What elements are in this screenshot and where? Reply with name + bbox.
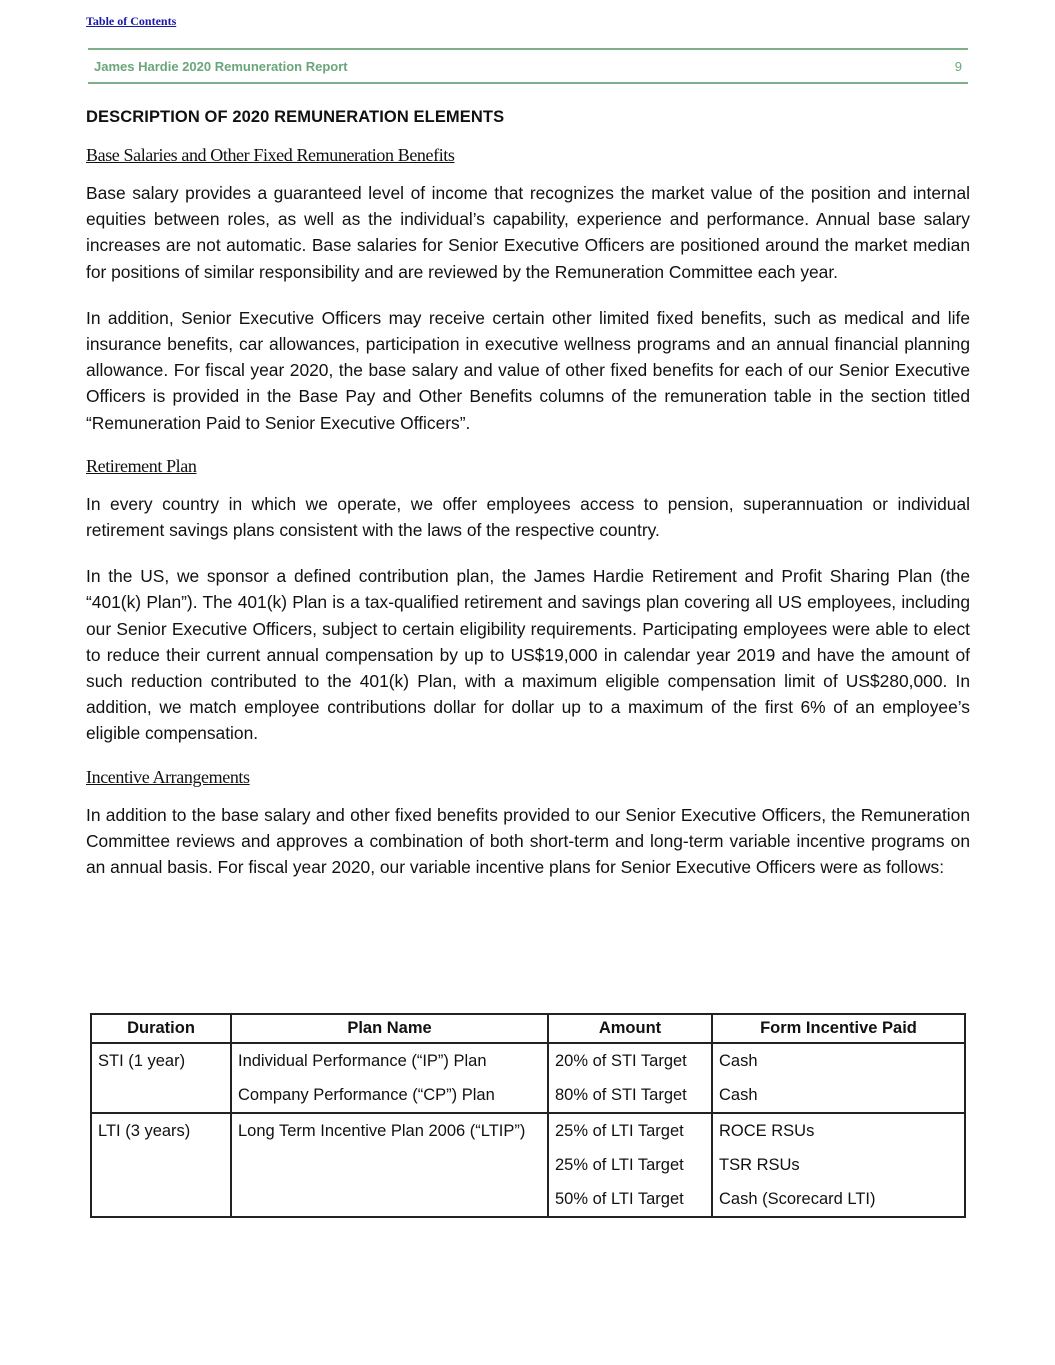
cell-form: TSR RSUs	[712, 1148, 965, 1182]
table-row	[91, 1113, 965, 1148]
cell-amount: 25% of LTI Target	[548, 1113, 712, 1148]
paragraph: In every country in which we operate, we offer employees access to pension, superannuation or individual retirement savings plans consistent with the laws of the respective country.	[86, 493, 970, 541]
cell-duration: LTI (3 years)	[91, 1113, 231, 1148]
paragraph: In addition, Senior Executive Officers may receive certain other limited fixed benefits, such as medical and life insurance benefits, car allowances, participation in executive wellness programs and an annual financial planning allowance. For fiscal year 2020, the base salary and value of other fixed benefits for each of our Senior Executive Officers is provided in the Base Pay and Other Benefits columns of the remuneration table in the section titled “Remuneration Paid to Senior Executive Officers”.	[86, 307, 970, 433]
table-of-contents-link[interactable]: Table of Contents	[86, 14, 177, 28]
subheading-base-salaries: Base Salaries and Other Fixed Remuneration Benefits	[86, 145, 455, 165]
cell-form: Cash (Scorecard LTI)	[712, 1182, 965, 1217]
cell-duration	[91, 1148, 231, 1182]
cell-form: Cash	[712, 1078, 965, 1113]
subheading-incentive-arrangements: Incentive Arrangements	[86, 766, 250, 787]
cell-duration	[91, 1182, 231, 1217]
running-header	[88, 48, 968, 84]
cell-plan-name: Company Performance (“CP”) Plan	[231, 1078, 548, 1113]
column-header-duration: Duration	[91, 1014, 231, 1043]
cell-plan-name	[231, 1148, 548, 1182]
table-row	[91, 1078, 965, 1113]
column-header-form-incentive-paid: Form Incentive Paid	[712, 1014, 965, 1043]
document-body	[86, 108, 970, 900]
incentive-plans-table	[90, 1013, 966, 1218]
table-row	[91, 1043, 965, 1078]
table-header-row	[91, 1014, 965, 1043]
paragraph: Base salary provides a guaranteed level of income that recognizes the market value of the position and internal equities between roles, as well as the individual’s capability, experience and performance. Annual base salary increases are not automatic. Base salaries for Senior Executive Officers are positioned around the market median for positions of similar responsibility and are reviewed by the Remuneration Committee each year.	[86, 183, 970, 282]
column-header-plan-name: Plan Name	[231, 1014, 548, 1043]
cell-form: Cash	[712, 1043, 965, 1078]
paragraph: In addition to the base salary and other fixed benefits provided to our Senior Executive Officers, the Remuneration Committee reviews and approves a combination of both short-term and long-term variable incentive programs on an annual basis. For fiscal year 2020, our variable incentive plans for Senior Executive Officers were as follows:	[86, 804, 970, 878]
cell-plan-name	[231, 1182, 548, 1217]
cell-duration	[91, 1078, 231, 1113]
paragraph: In the US, we sponsor a defined contribution plan, the James Hardie Retirement and Profit Sharing Plan (the “401(k) Plan”). The 401(k) Plan is a tax-qualified retirement and savings plan covering all US employees, including our Senior Executive Officers, subject to certain eligibility requirements. Participating employees were able to elect to reduce their current annual compensation by up to US$19,000 in calendar year 2019 and have the amount of such reduction contributed to the 401(k) Plan, with a maximum eligible compensation limit of US$280,000. In addition, we match employee contributions dollar for dollar up to a maximum of the first 6% of an employee’s eligible compensation.	[86, 566, 970, 744]
cell-duration: STI (1 year)	[91, 1043, 231, 1078]
subheading-retirement-plan: Retirement Plan	[86, 455, 197, 476]
table-row	[91, 1182, 965, 1217]
section-title: DESCRIPTION OF 2020 REMUNERATION ELEMENTS	[86, 108, 505, 126]
cell-amount: 50% of LTI Target	[548, 1182, 712, 1217]
page-number: 9	[954, 58, 962, 74]
cell-amount: 25% of LTI Target	[548, 1148, 712, 1182]
cell-amount: 80% of STI Target	[548, 1078, 712, 1113]
column-header-amount: Amount	[548, 1014, 712, 1043]
cell-plan-name: Individual Performance (“IP”) Plan	[231, 1043, 548, 1078]
cell-form: ROCE RSUs	[712, 1113, 965, 1148]
report-title: James Hardie 2020 Remuneration Report	[94, 58, 348, 74]
cell-amount: 20% of STI Target	[548, 1043, 712, 1078]
cell-plan-name: Long Term Incentive Plan 2006 (“LTIP”)	[231, 1113, 548, 1148]
table-row	[91, 1148, 965, 1182]
